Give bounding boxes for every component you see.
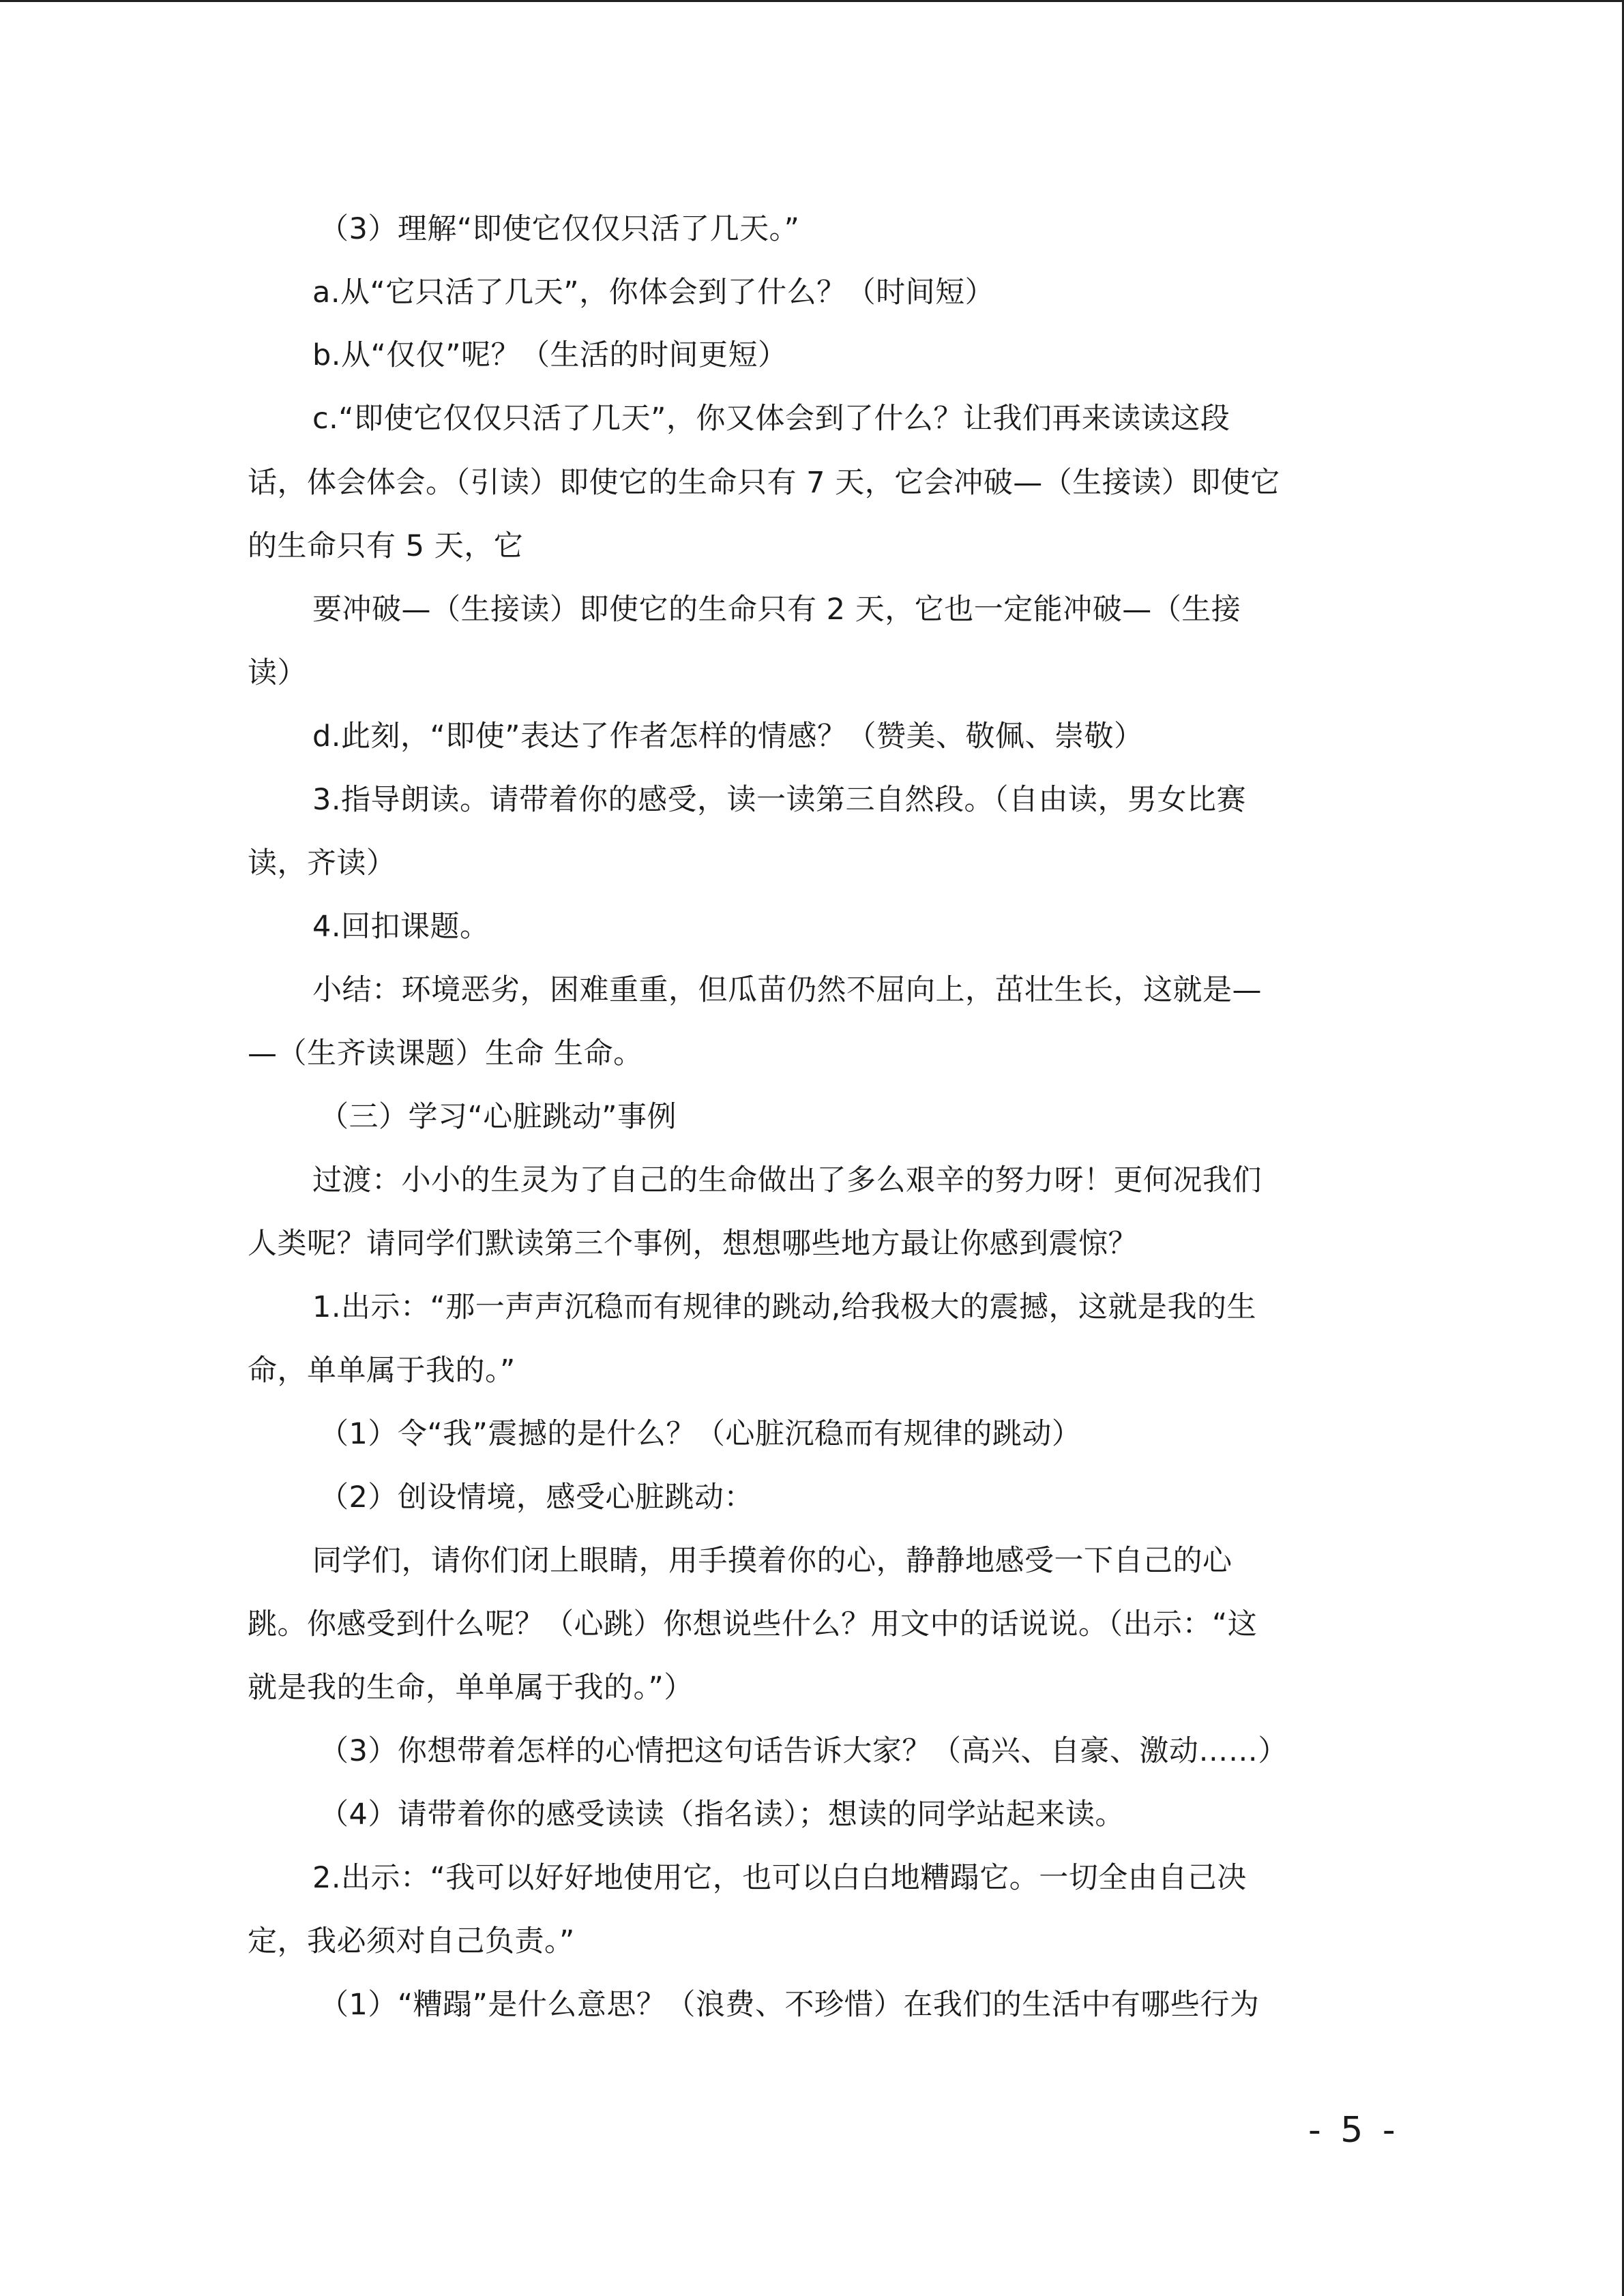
- text-line: 人类呢？请同学们默读第三个事例，想想哪些地方最让你感到震惊？: [248, 1227, 1138, 1261]
- text-line: 2.出示：“我可以好好地使用它，也可以白白地糟蹋它。一切全由自己决: [312, 1861, 1247, 1895]
- text-line: 跳。你感受到什么呢？（心跳）你想说些什么？用文中的话说说。（出示：“这: [248, 1607, 1258, 1641]
- text-line: 同学们，请你们闭上眼睛，用手摸着你的心，静静地感受一下自己的心: [312, 1544, 1232, 1578]
- text-line: 3.指导朗读。请带着你的感受，读一读第三自然段。（自由读，男女比赛: [312, 783, 1247, 817]
- text-line: 要冲破—（生接读）即使它的生命只有 2 天，它也一定能冲破—（生接: [312, 593, 1241, 627]
- text-line: （4）请带着你的感受读读（指名读）；想读的同学站起来读。: [319, 1798, 1125, 1832]
- text-line: 读）: [248, 656, 307, 690]
- text-line: d.此刻，“即使”表达了作者怎样的情感？（赞美、敬佩、崇敬）: [312, 719, 1144, 754]
- text-line: （2）创设情境，感受心脏跳动：: [319, 1480, 754, 1515]
- text-line: 读，齐读）: [248, 846, 396, 880]
- text-line: 定，我必须对自己负责。”: [248, 1924, 575, 1958]
- text-line: 小结：环境恶劣，困难重重，但瓜苗仍然不屈向上，茁壮生长，这就是—: [312, 973, 1262, 1007]
- text-line: 命，单单属于我的。”: [248, 1354, 516, 1388]
- text-line: 过渡：小小的生灵为了自己的生命做出了多么艰辛的努力呀！更何况我们: [312, 1163, 1262, 1197]
- text-line: a.从“它只活了几天”，你体会到了什么？（时间短）: [312, 275, 995, 310]
- section-heading: （三）学习“心脏跳动”事例: [319, 1100, 677, 1134]
- text-line: 的生命只有 5 天，它: [248, 529, 524, 563]
- text-line: （3）你想带着怎样的心情把这句话告诉大家？（高兴、自豪、激动……）: [319, 1734, 1288, 1768]
- text-line: （1）“糟蹋”是什么意思？（浪费、不珍惜）在我们的生活中有哪些行为: [319, 1988, 1260, 2022]
- page-number: - 5 -: [1308, 2110, 1400, 2151]
- text-line: 就是我的生命，单单属于我的。”）: [248, 1671, 694, 1705]
- text-line: （1）令“我”震撼的是什么？（心脏沉稳而有规律的跳动）: [319, 1417, 1082, 1451]
- text-line: （3）理解“即使它仅仅只活了几天。”: [319, 212, 800, 246]
- text-line: b.从“仅仅”呢？（生活的时间更短）: [312, 338, 788, 372]
- text-line: 话，体会体会。（引读）即使它的生命只有 7 天，它会冲破—（生接读）即使它: [248, 466, 1280, 500]
- text-line: —（生齐读课题）生命 生命。: [248, 1037, 643, 1071]
- text-line: 1.出示：“那一声声沉稳而有规律的跳动,给我极大的震撼，这就是我的生: [312, 1290, 1256, 1324]
- text-line: 4.回扣课题。: [312, 910, 490, 944]
- text-line: c.“即使它仅仅只活了几天”，你又体会到了什么？让我们再来读读这段: [312, 402, 1230, 436]
